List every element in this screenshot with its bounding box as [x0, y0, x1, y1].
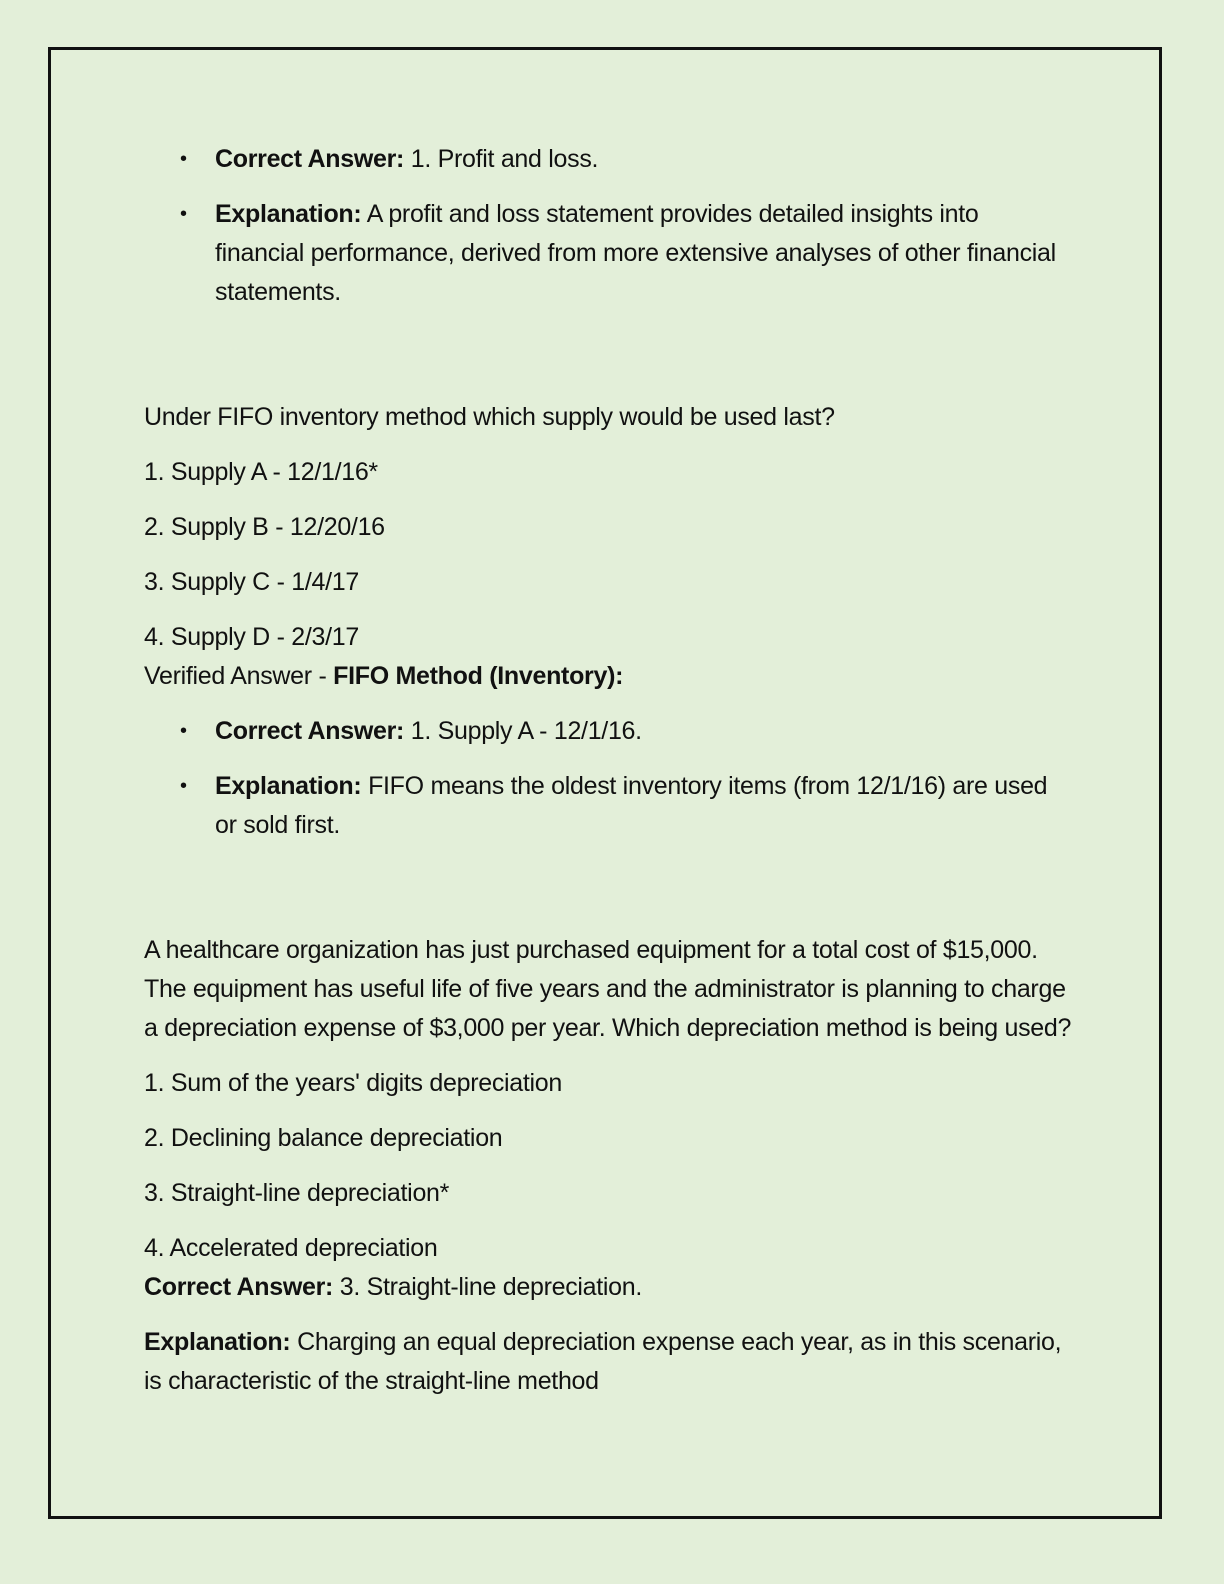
explanation-text: A profit and loss statement provides detailed insights into financial performance, derived from more extensive analyses of other financial statements. — [215, 200, 1056, 306]
explanation-text: Charging an equal depreciation expense each year, as in this scenario, is characteristic of the straight-line method — [144, 1328, 1062, 1395]
option-3: 3. Supply C - 1/4/17 — [144, 568, 359, 596]
explanation-line — [144, 1323, 1074, 1401]
bullet-icon: • — [180, 148, 187, 170]
answer-list-2 — [144, 712, 1074, 845]
answer-list-1 — [144, 140, 1074, 312]
bullet-icon: • — [180, 775, 187, 797]
explanation-label: Explanation: — [215, 200, 362, 228]
verified-bold: FIFO Method (Inventory): — [333, 662, 624, 690]
correct-answer-label: Correct Answer: — [144, 1273, 334, 1301]
explanation-item — [144, 767, 1074, 845]
verified-answer-heading — [144, 657, 1074, 696]
verified-prefix: Verified Answer - — [144, 662, 334, 690]
question-depreciation: A healthcare organization has just purchased equipment for a total cost of $15,000. The equipment has useful life of five years and the administrator is planning to charge a depreciation expense of $3,000 per year. Which depreciation method is being used? — [144, 936, 1072, 1042]
correct-answer-label: Correct Answer: — [215, 717, 405, 745]
option-4: 4. Accelerated depreciation — [144, 1234, 438, 1262]
correct-answer-text: 1. Profit and loss. — [404, 145, 599, 173]
option-3: 3. Straight-line depreciation* — [144, 1179, 450, 1207]
explanation-label: Explanation: — [144, 1328, 291, 1356]
document-body — [144, 140, 1074, 1401]
option-2: 2. Supply B - 12/20/16 — [144, 513, 385, 541]
correct-answer-label: Correct Answer: — [215, 145, 405, 173]
bullet-icon: • — [180, 203, 187, 225]
explanation-label: Explanation: — [215, 772, 362, 800]
question-fifo: Under FIFO inventory method which supply would be used last? — [144, 403, 835, 431]
option-1: 1. Sum of the years' digits depreciation — [144, 1069, 563, 1097]
bullet-icon: • — [180, 720, 187, 742]
correct-answer-text: 3. Straight-line depreciation. — [333, 1273, 643, 1301]
correct-answer-text: 1. Supply A - 12/1/16. — [404, 717, 642, 745]
correct-answer-item — [144, 712, 1074, 751]
option-2: 2. Declining balance depreciation — [144, 1124, 503, 1152]
correct-answer-line — [144, 1268, 1074, 1307]
explanation-text: FIFO means the oldest inventory items (from 12/1/16) are used or sold first. — [215, 772, 1048, 839]
correct-answer-item — [144, 140, 1074, 179]
option-1: 1. Supply A - 12/1/16* — [144, 458, 378, 486]
explanation-item — [144, 195, 1074, 312]
option-4: 4. Supply D - 2/3/17 — [144, 623, 359, 651]
